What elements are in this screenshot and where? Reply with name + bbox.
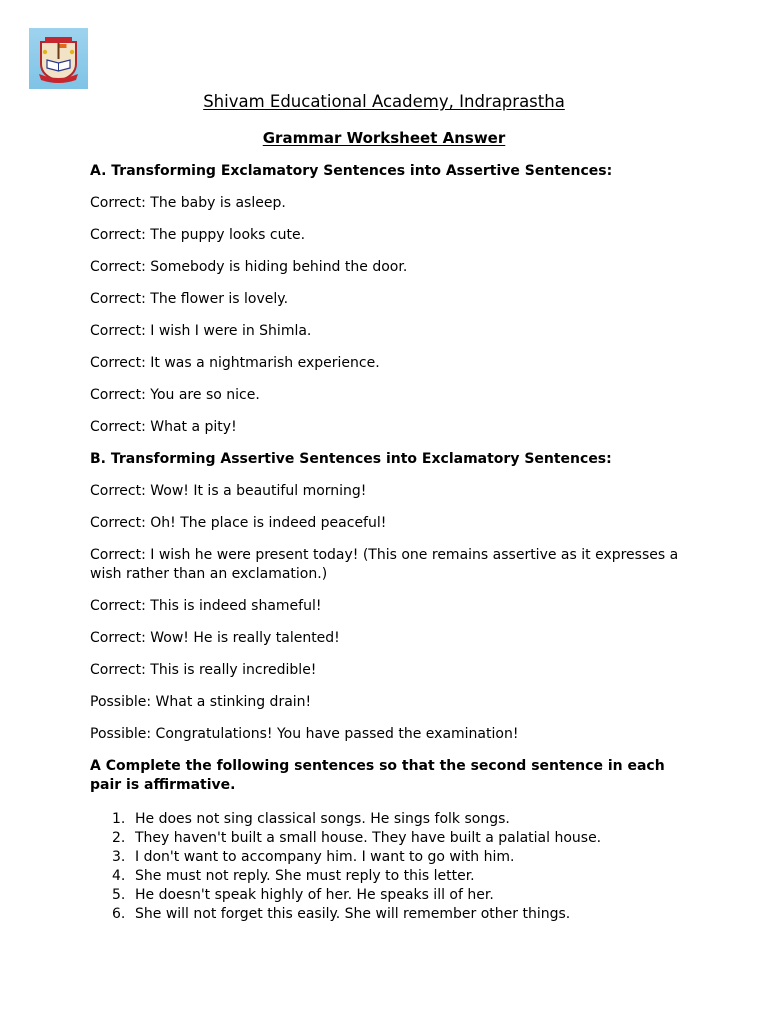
list-text: He doesn't speak highly of her. He speaks ill of her.	[135, 887, 494, 903]
list-number: 5.	[112, 887, 126, 903]
list-text: She must not reply. She must reply to this letter.	[135, 868, 475, 884]
answer-line: Correct: The puppy looks cute.	[90, 227, 306, 243]
list-number: 2.	[112, 830, 126, 846]
school-name-title: Shivam Educational Academy, Indraprastha	[203, 92, 565, 111]
list-number: 4.	[112, 868, 126, 884]
answer-line: Correct: This is indeed shameful!	[90, 598, 322, 614]
list-number: 1.	[112, 811, 126, 827]
answer-line: Correct: I wish I were in Shimla.	[90, 323, 312, 339]
list-text: He does not sing classical songs. He sings folk songs.	[135, 811, 510, 827]
list-item	[112, 810, 690, 829]
list-text: They haven't built a small house. They have built a palatial house.	[135, 830, 602, 846]
section-b-heading: B. Transforming Assertive Sentences into Exclamatory Sentences:	[90, 451, 612, 467]
list-item	[112, 886, 690, 905]
answer-line: Correct: I wish he were present today! (This one remains assertive as it expresses a wish rather than an exclamation.)	[90, 547, 679, 582]
answer-line: Correct: Somebody is hiding behind the door.	[90, 259, 408, 275]
answer-line: Correct: You are so nice.	[90, 387, 260, 403]
answer-line: Correct: Wow! It is a beautiful morning!	[90, 483, 367, 499]
section-a-heading: A. Transforming Exclamatory Sentences into Assertive Sentences:	[90, 163, 613, 179]
answer-line: Possible: Congratulations! You have passed the examination!	[90, 726, 519, 742]
answer-line: Correct: What a pity!	[90, 419, 237, 435]
list-item	[112, 848, 690, 867]
worksheet-content	[90, 162, 690, 924]
answer-line: Correct: Wow! He is really talented!	[90, 630, 340, 646]
school-crest-icon	[29, 28, 88, 89]
list-number: 6.	[112, 906, 126, 922]
list-text: I don't want to accompany him. I want to go with him.	[135, 849, 515, 865]
answer-line: Correct: Oh! The place is indeed peaceful!	[90, 515, 387, 531]
answer-line: Correct: The flower is lovely.	[90, 291, 289, 307]
answer-line: Correct: The baby is asleep.	[90, 195, 286, 211]
answer-line: Correct: It was a nightmarish experience.	[90, 355, 380, 371]
affirmative-list	[90, 810, 690, 924]
list-text: She will not forget this easily. She will remember other things.	[135, 906, 571, 922]
answer-line: Correct: This is really incredible!	[90, 662, 317, 678]
list-item	[112, 867, 690, 886]
section-c-heading: A Complete the following sentences so that the second sentence in each pair is affirmative.	[90, 758, 665, 793]
school-logo	[29, 28, 88, 89]
list-item	[112, 905, 690, 924]
worksheet-title: Grammar Worksheet Answer	[262, 129, 506, 147]
list-number: 3.	[112, 849, 126, 865]
answer-line: Possible: What a stinking drain!	[90, 694, 312, 710]
list-item	[112, 829, 690, 848]
